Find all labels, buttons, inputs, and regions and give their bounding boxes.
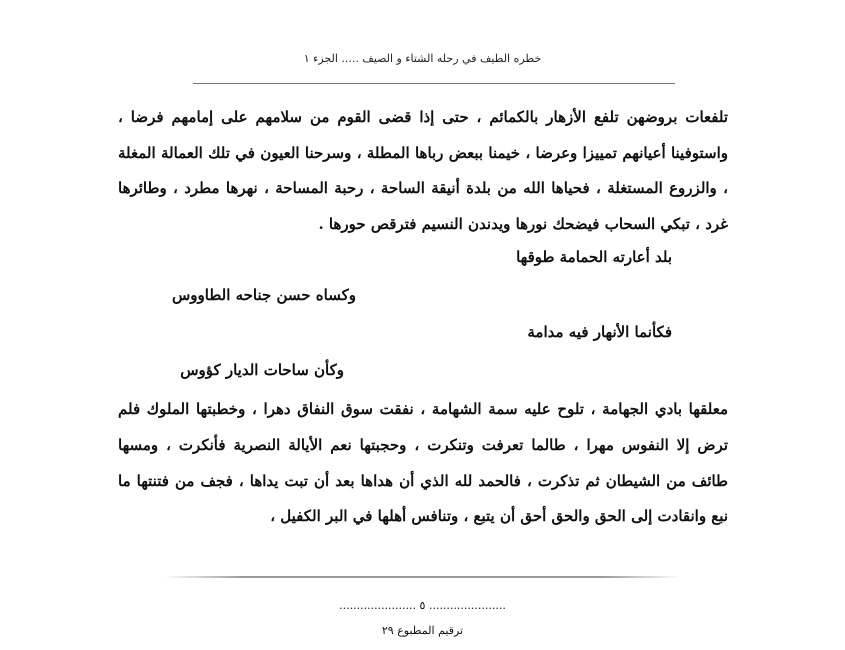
verse-1-first-hemistich: بلد أعارته الحمامة طوقها (516, 248, 672, 267)
verse-line-2b (118, 355, 728, 393)
verse-2-first-hemistich: فكأنما الأنهار فيه مدامة (527, 323, 672, 342)
header-divider (193, 83, 675, 84)
verse-line-2 (118, 317, 728, 355)
page-number: ...................... ٥ ...................... (339, 599, 506, 612)
page-body (118, 100, 728, 535)
paragraph-1: تلفعات بروضهن تلفع الأزهار بالكمائم ، حتى إذا قضى القوم من سلامهم على إمامهم فرضا ، واستوفينا أعيانهم تمييزا وعرضا ، خيمنا ببعض رباها المطلة ، وسرحنا العيون في تلك العمالة المغلة ، والزروع المستغلة ، فحياها الله من بلدة أنيقة الساحة ، رحبة المساحة ، نهرها مطرد ، وطائرها غرد ، تبكي السحاب فيضحك نورها ويدندن النسيم فترقص حورها . (118, 108, 728, 233)
verse-line-1b (118, 280, 728, 318)
verse-line-1 (118, 242, 728, 280)
paragraph-2: معلقها بادي الجهامة ، تلوح عليه سمة الشهامة ، نفقت سوق النفاق دهرا ، وخطبتها الملوك فلم ترض إلا النفوس مهرا ، طالما تعرفت وتنكرت ، وحجبتها نعم الأيالة النصرية فأنكرت ، ومسها طائف من الشيطان ثم تذكرت ، فالحمد لله الذي أن هداها بعد أن تبت يداها ، فجف من فتنتها ما نبع وانقادت إلى الحق والحق أحق أن يتبع ، وتنافس أهلها في البر الكفيل ، (118, 400, 728, 526)
page-header: خطره الطيف في رحله الشتاء و الصيف ..... الجزء ١ (303, 52, 542, 65)
verse-1-second-hemistich: وكساه حسن جناحه الطاووس (171, 285, 356, 304)
print-page-number: ترقيم المطبوع ٢٩ (381, 624, 464, 637)
footer-divider (165, 576, 680, 578)
verse-2-second-hemistich: وكأن ساحات الديار كؤوس (180, 360, 344, 379)
